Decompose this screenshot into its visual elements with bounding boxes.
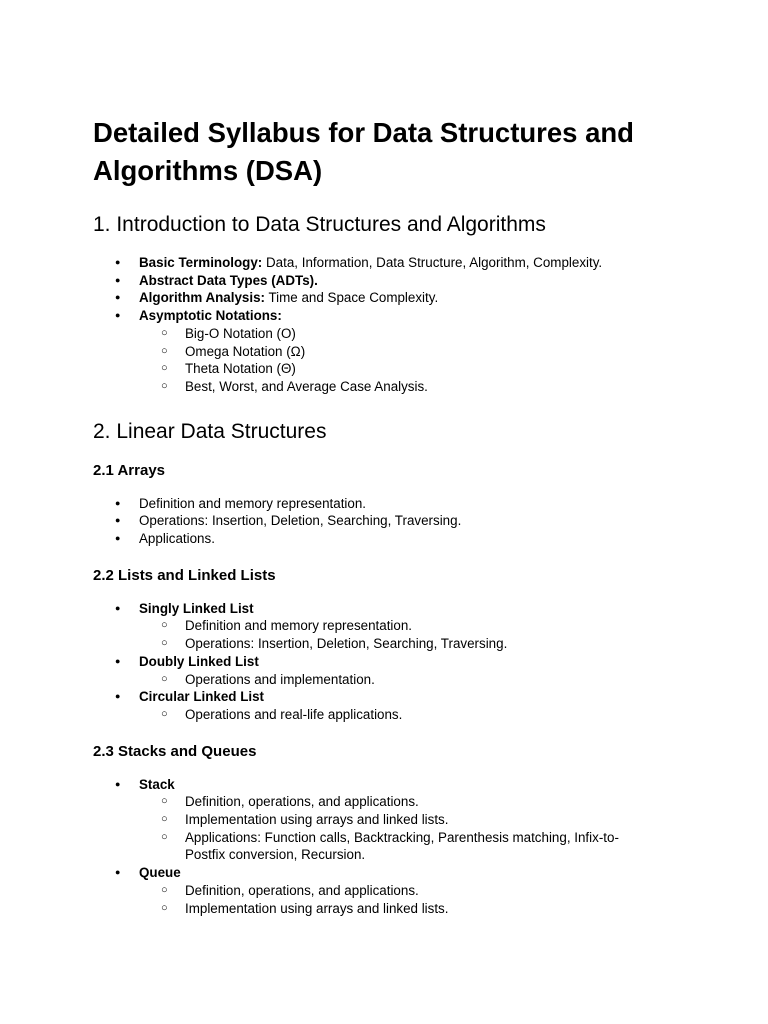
- document-title: Detailed Syllabus for Data Structures and Algorithms (DSA): [93, 117, 634, 186]
- section-2-heading: 2. Linear Data Structures: [93, 419, 327, 443]
- sub-list-item: ○ Theta Notation (Θ): [93, 360, 713, 378]
- list-item: ● Singly Linked List: [93, 600, 713, 618]
- list-item: ● Applications.: [93, 530, 713, 548]
- lists-list: [93, 600, 713, 724]
- sub-list-item: ○ Implementation using arrays and linked lists.: [93, 811, 713, 829]
- list-item: ● Definition and memory representation.: [93, 495, 713, 513]
- sub-list-item: ○ Big-O Notation (O): [93, 325, 713, 343]
- stacks-list: [93, 776, 713, 918]
- list-item: ● Asymptotic Notations:: [93, 307, 713, 325]
- sub-list-item: ○ Definition and memory representation.: [93, 617, 713, 635]
- section-1-list: [93, 254, 713, 396]
- document-content: [93, 114, 713, 917]
- list-item: ● Circular Linked List: [93, 688, 713, 706]
- section-1-heading: 1. Introduction to Data Structures and Algorithms: [93, 213, 546, 236]
- sub-list-item: ○ Definition, operations, and applications.: [93, 793, 713, 811]
- list-item: ● Doubly Linked List: [93, 653, 713, 671]
- subsection-stacks-heading: 2.3 Stacks and Queues: [93, 742, 257, 760]
- arrays-list: [93, 495, 713, 548]
- subsection-arrays-heading: 2.1 Arrays: [93, 461, 165, 479]
- list-item: ● Queue: [93, 864, 713, 882]
- sub-list-item: ○ Applications: Function calls, Backtracking, Parenthesis matching, Infix-to-Postfix conversion, Recursion.: [93, 829, 713, 864]
- list-item: ● Abstract Data Types (ADTs).: [93, 272, 713, 290]
- subsection-lists-heading: 2.2 Lists and Linked Lists: [93, 566, 276, 584]
- list-item: ● Algorithm Analysis: Time and Space Complexity.: [93, 289, 713, 307]
- sub-list-item: ○ Operations and implementation.: [93, 671, 713, 689]
- sub-list-item: ○ Definition, operations, and applications.: [93, 882, 713, 900]
- sub-list-item: ○ Best, Worst, and Average Case Analysis.: [93, 378, 713, 396]
- sub-list-item: ○ Omega Notation (Ω): [93, 343, 713, 361]
- sub-list-item: ○ Operations and real-life applications.: [93, 706, 713, 724]
- list-item: ● Operations: Insertion, Deletion, Searching, Traversing.: [93, 512, 713, 530]
- list-item: ● Stack: [93, 776, 713, 794]
- sub-list-item: ○ Implementation using arrays and linked lists.: [93, 900, 713, 918]
- list-item: ● Basic Terminology: Data, Information, Data Structure, Algorithm, Complexity.: [93, 254, 713, 272]
- sub-list-item: ○ Operations: Insertion, Deletion, Searching, Traversing.: [93, 635, 713, 653]
